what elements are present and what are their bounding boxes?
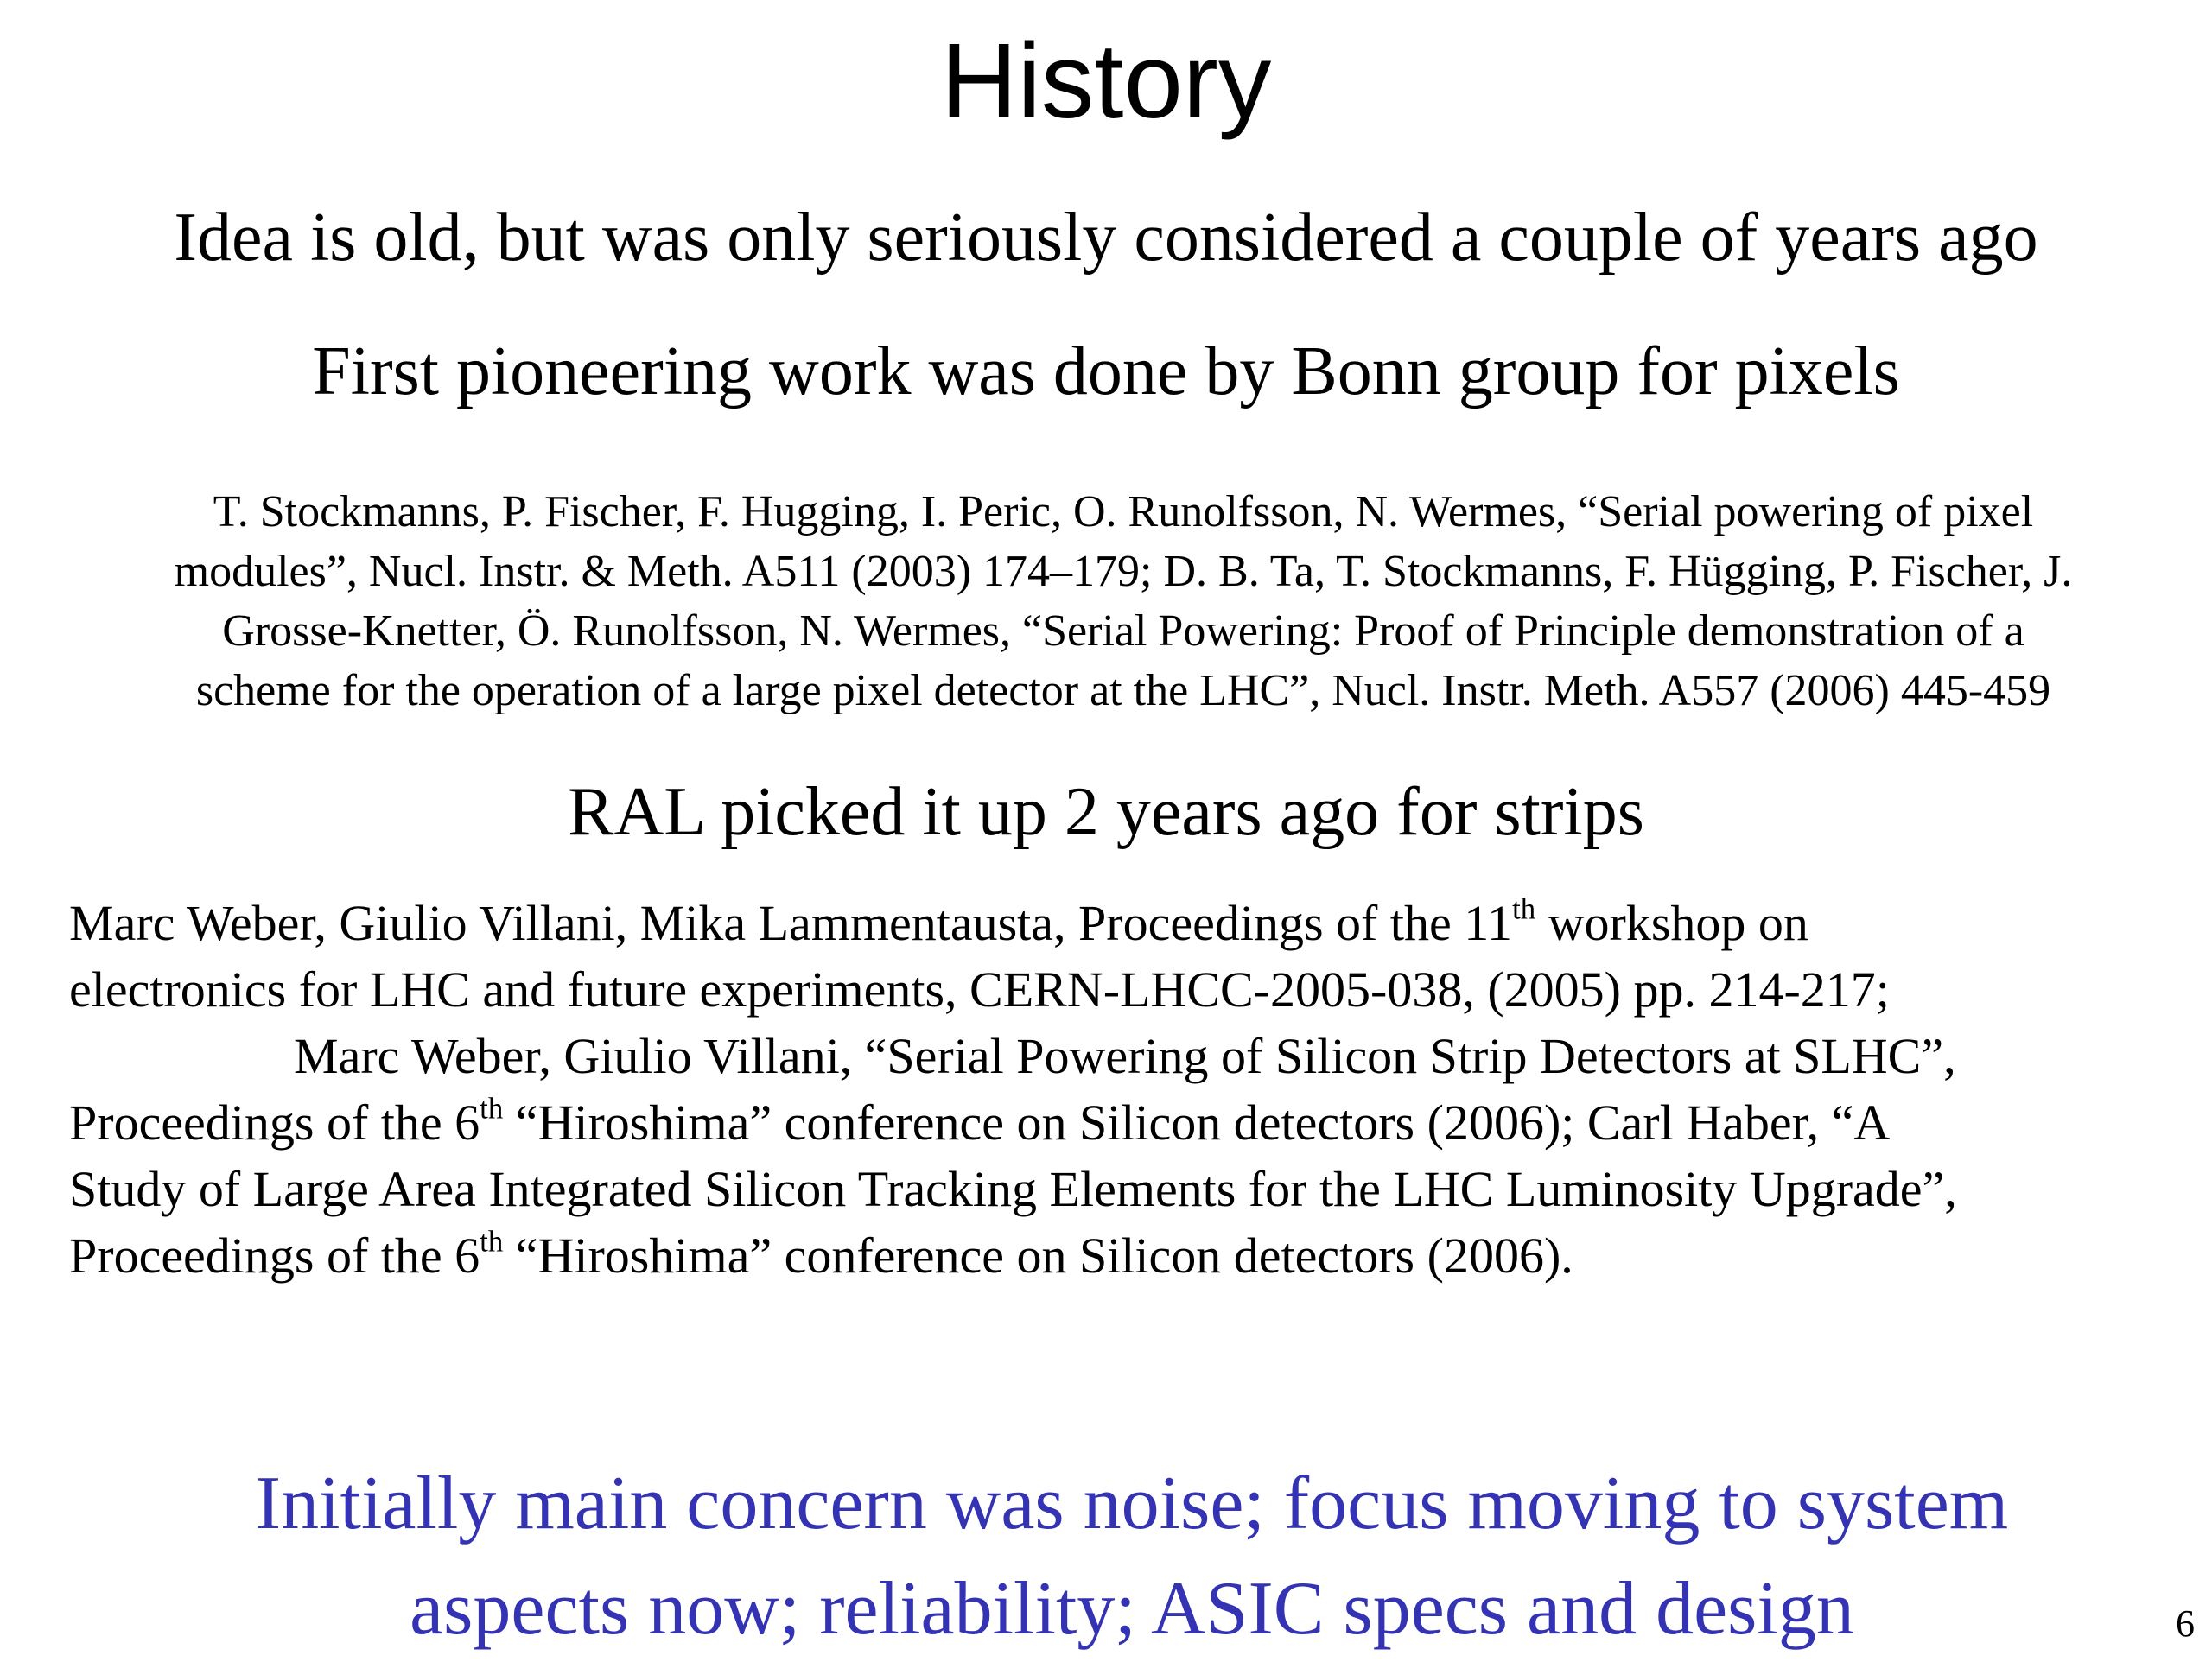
conclusion-line: Initially main concern was noise; focus moving to system <box>255 1462 2009 1545</box>
reference-line: modules”, Nucl. Instr. & Meth. A511 (2003) 174–179; D. B. Ta, T. Stockmanns, F. Hügging, P. Fischer, J. <box>174 547 2073 596</box>
reference-line: T. Stockmanns, P. Fischer, F. Hugging, I. Peric, O. Runolfsson, N. Wermes, “Serial powering of pixel <box>213 487 2034 536</box>
ordinal-suffix: th <box>1512 891 1536 926</box>
point-idea-is-old: Idea is old, but was only seriously considered a couple of years ago <box>174 200 2038 276</box>
ordinal-suffix: th <box>480 1091 504 1126</box>
reference-line: electronics for LHC and future experiments, CERN-LHCC-2005-038, (2005) pp. 214-217; <box>69 961 1890 1018</box>
slide-number: 6 <box>2176 1602 2195 1645</box>
reference-text: Marc Weber, Giulio Villani, Mika Lammentausta, Proceedings of the 11 <box>69 895 1513 951</box>
conclusion-line: aspects now; reliability; ASIC specs and design <box>410 1567 1854 1651</box>
conclusion <box>0 1451 2212 1662</box>
reference-line: scheme for the operation of a large pixel detector at the LHC”, Nucl. Instr. Meth. A557 (2006) 445-459 <box>195 666 2051 715</box>
reference-line <box>69 1222 2177 1289</box>
reference-text: Proceedings of the 6 <box>69 1094 480 1151</box>
point-bonn-group: First pioneering work was done by Bonn group for pixels <box>312 333 1900 409</box>
reference-text: “Hiroshima” conference on Silicon detectors (2006). <box>503 1227 1573 1284</box>
ordinal-suffix: th <box>480 1224 504 1259</box>
reference-line: Grosse-Knetter, Ö. Runolfsson, N. Wermes, “Serial Powering: Proof of Principle demonstration of a <box>222 606 2024 656</box>
reference-text: “Hiroshima” conference on Silicon detectors (2006); Carl Haber, “A <box>503 1094 1891 1151</box>
point-ral-strips: RAL picked it up 2 years ago for strips <box>568 774 1644 850</box>
bonn-references <box>69 482 2177 720</box>
reference-line <box>69 890 2177 956</box>
reference-text: workshop on <box>1535 895 1808 951</box>
ral-references <box>69 890 2177 1289</box>
reference-text: Proceedings of the 6 <box>69 1227 480 1284</box>
reference-line <box>69 1089 2177 1156</box>
reference-line: Marc Weber, Giulio Villani, “Serial Powering of Silicon Strip Detectors at SLHC”, <box>294 1028 1956 1084</box>
reference-line: Study of Large Area Integrated Silicon Tracking Elements for the LHC Luminosity Upgrade”, <box>69 1161 1957 1217</box>
slide-title: History <box>940 22 1272 141</box>
